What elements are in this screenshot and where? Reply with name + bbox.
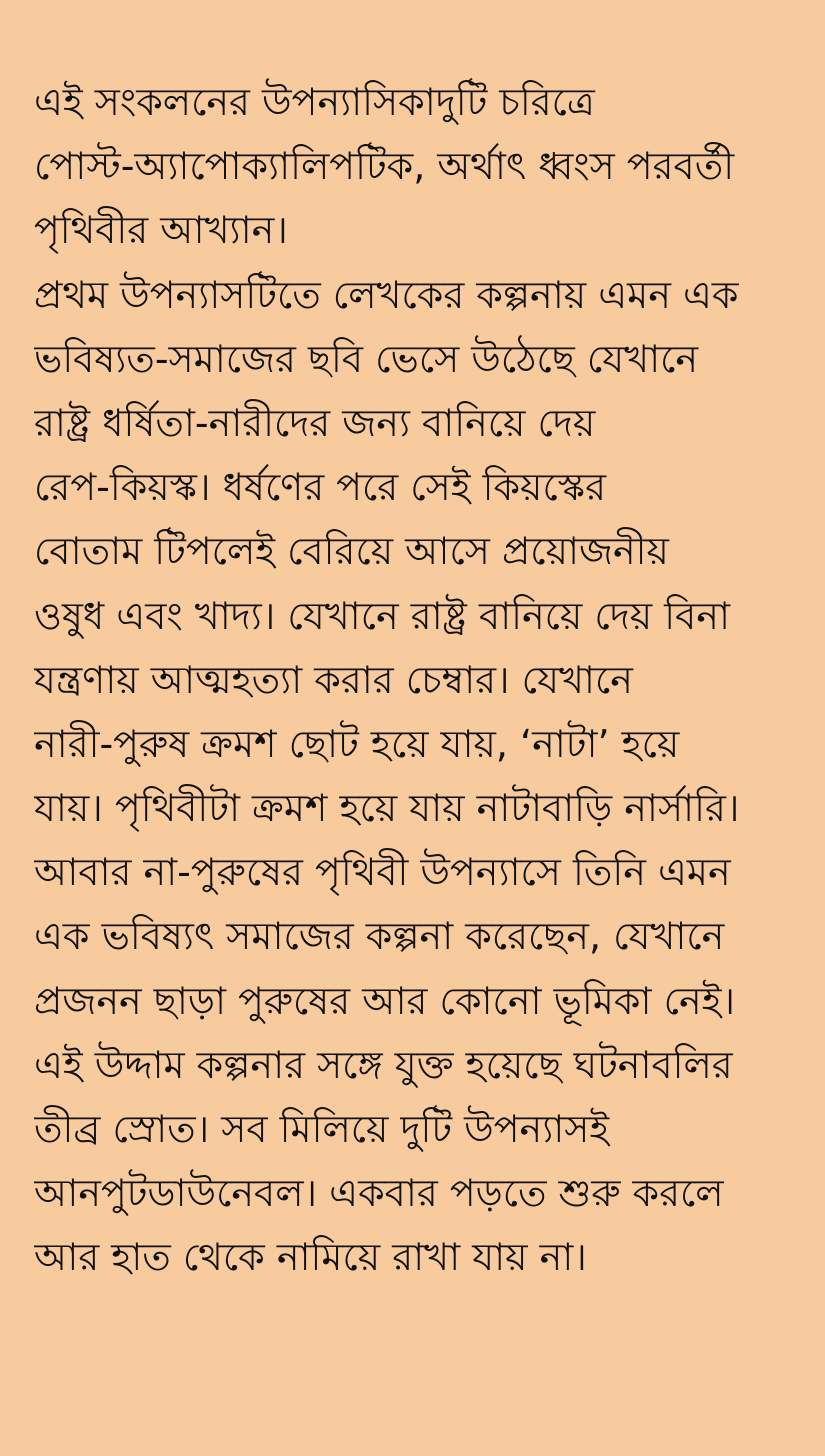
blurb-line: পোস্ট-অ্যাপোক্যালিপটিক, অর্থাৎ ধ্বংস পরবর্তী [34, 144, 735, 189]
blurb-line: এক ভবিষ্যৎ সমাজের কল্পনা করেছেন, যেখানে [34, 914, 725, 959]
blurb-line: আনপুটডাউনেবল। একবার পড়তে শুরু করলে [34, 1171, 724, 1216]
blurb-line: বোতাম টিপলেই বেরিয়ে আসে প্রয়োজনীয় [34, 529, 669, 574]
blurb-line: রাষ্ট্র ধর্ষিতা-নারীদের জন্য বানিয়ে দেয় [34, 400, 596, 445]
blurb-line: রেপ-কিয়স্ক। ধর্ষণের পরে সেই কিয়স্কের [34, 465, 606, 510]
blurb-line: আবার না-পুরুষের পৃথিবী উপন্যাসে তিনি এমন [34, 850, 731, 895]
blurb-line: এই উদ্দাম কল্পনার সঙ্গে যুক্ত হয়েছে ঘটনাবলির [34, 1042, 733, 1087]
blurb-line: নারী-পুরুষ ক্রমশ ছোট হয়ে যায়, ‘নাটা’ হয়ে [34, 721, 680, 766]
blurb-line: আর হাত থেকে নামিয়ে রাখা যায় না। [34, 1235, 587, 1280]
blurb-line: প্রথম উপন্যাসটিতে লেখকের কল্পনায় এমন এক [34, 272, 739, 317]
blurb-line: এই সংকলনের উপন্যাসিকাদুটি চরিত্রে [34, 80, 595, 124]
blurb-line: তীব্র স্রোত। সব মিলিয়ে দুটি উপন্যাসই [34, 1107, 610, 1151]
blurb-line: যন্ত্রণায় আত্মহত্যা করার চেম্বার। যেখানে [34, 657, 633, 702]
blurb-text [34, 70, 804, 1290]
blurb-line: যায়। পৃথিবীটা ক্রমশ হয়ে যায় নাটাবাড়ি নার্সারি। [34, 786, 740, 831]
blurb-line: পৃথিবীর আখ্যান। [34, 208, 288, 253]
blurb-line: ওষুধ এবং খাদ্য। যেখানে রাষ্ট্র বানিয়ে দেয় বিনা [34, 593, 730, 638]
blurb-line: ভবিষ্যত-সমাজের ছবি ভেসে উঠেছে যেখানে [34, 336, 699, 381]
blurb-line: প্রজনন ছাড়া পুরুষের আর কোনো ভূমিকা নেই। [34, 978, 736, 1023]
